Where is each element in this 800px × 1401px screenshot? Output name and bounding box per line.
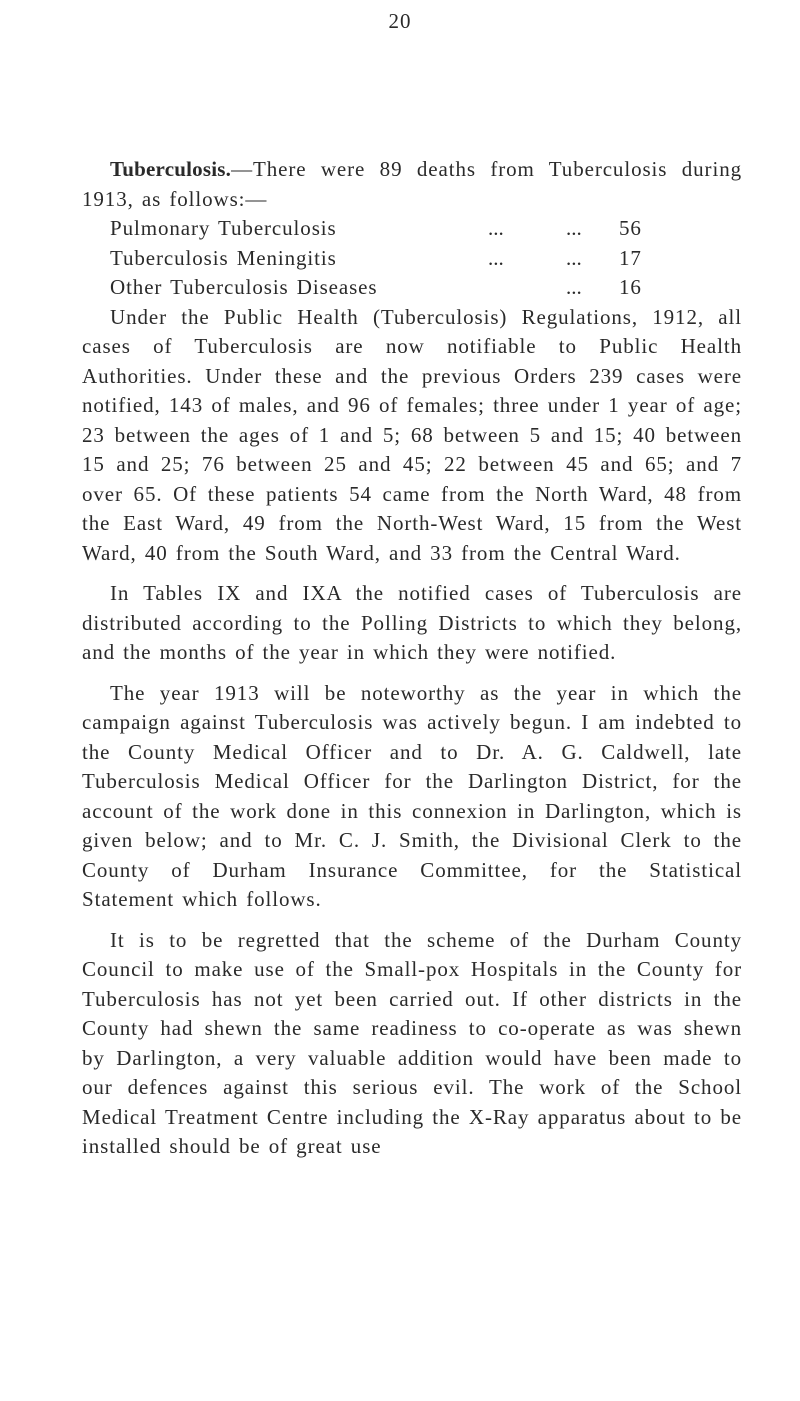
list-item — [82, 273, 742, 303]
intro-paragraph — [82, 155, 742, 214]
cause-label: Other Tuberculosis Diseases — [110, 275, 378, 299]
cause-label: Tuberculosis Meningitis — [110, 245, 337, 270]
death-count: 56 — [619, 216, 642, 240]
list-item — [82, 244, 742, 274]
page-number: 20 — [388, 9, 412, 33]
leader-dots: ... — [488, 216, 504, 240]
leader-dots: ... — [566, 216, 582, 240]
list-item — [82, 214, 742, 244]
leader-dots: ... — [566, 245, 582, 270]
campaign-paragraph: The year 1913 will be noteworthy as the year in which the campaign against Tuberculosis was actively begun. I am indebted to the County Medical Officer and to Dr. A. G. Caldwell, late Tuberculosis Medical Officer for the Darlington District, for the account of the work done in this connexion in Darlington, which is given below; and to Mr. C. J. Smith, the Divisional Clerk to the County of Durham Insurance Committee, for the Statistical Statement which follows. — [82, 680, 742, 911]
intro-text: —There were 89 deaths from Tuberculosis during 1913, as follows:— — [82, 157, 742, 211]
leader-dots: ... — [566, 275, 582, 299]
death-count: 17 — [619, 245, 642, 270]
section-heading: Tuberculosis. — [110, 157, 232, 181]
cause-label: Pulmonary Tuberculosis — [110, 216, 337, 240]
leader-dots: ... — [488, 245, 504, 270]
tables-paragraph: In Tables IX and IXA the notified cases of Tuberculosis are distributed according to the Polling Districts to which they belong, and the months of the year in which they were notified. — [82, 581, 742, 664]
death-count: 16 — [619, 275, 642, 299]
deaths-list — [82, 214, 742, 303]
page-content — [82, 155, 742, 1162]
notification-paragraph: Under the Public Health (Tuberculosis) Regulations, 1912, all cases of Tuberculosis are now notifiable to Public Health Authorities. Under these and the previous Orders 239 cases were notified, 143 of males, and 96 of females; three under 1 year of age; 23 between the ages of 1 and 5; 68 between 5 and 15; 40 between 15 and 25; 76 between 25 and 45; 22 between 45 and 65; and 7 over 65. Of these patients 54 came from the North Ward, 48 from the East Ward, 49 from the North-West Ward, 15 from the West Ward, 40 from the South Ward, and 33 from the Central Ward. — [82, 304, 742, 565]
regret-paragraph: It is to be regretted that the scheme of the Durham County Council to make use of the Small-pox Hospitals in the County for Tuberculosis has not yet been carried out. If other districts in the County had shewn the same readiness to co-operate as was shewn by Darlington, a very valuable addition would have been made to our defences against this serious evil. The work of the School Medical Treatment Centre including the X-Ray apparatus about to be installed should be of great use — [82, 927, 742, 1158]
